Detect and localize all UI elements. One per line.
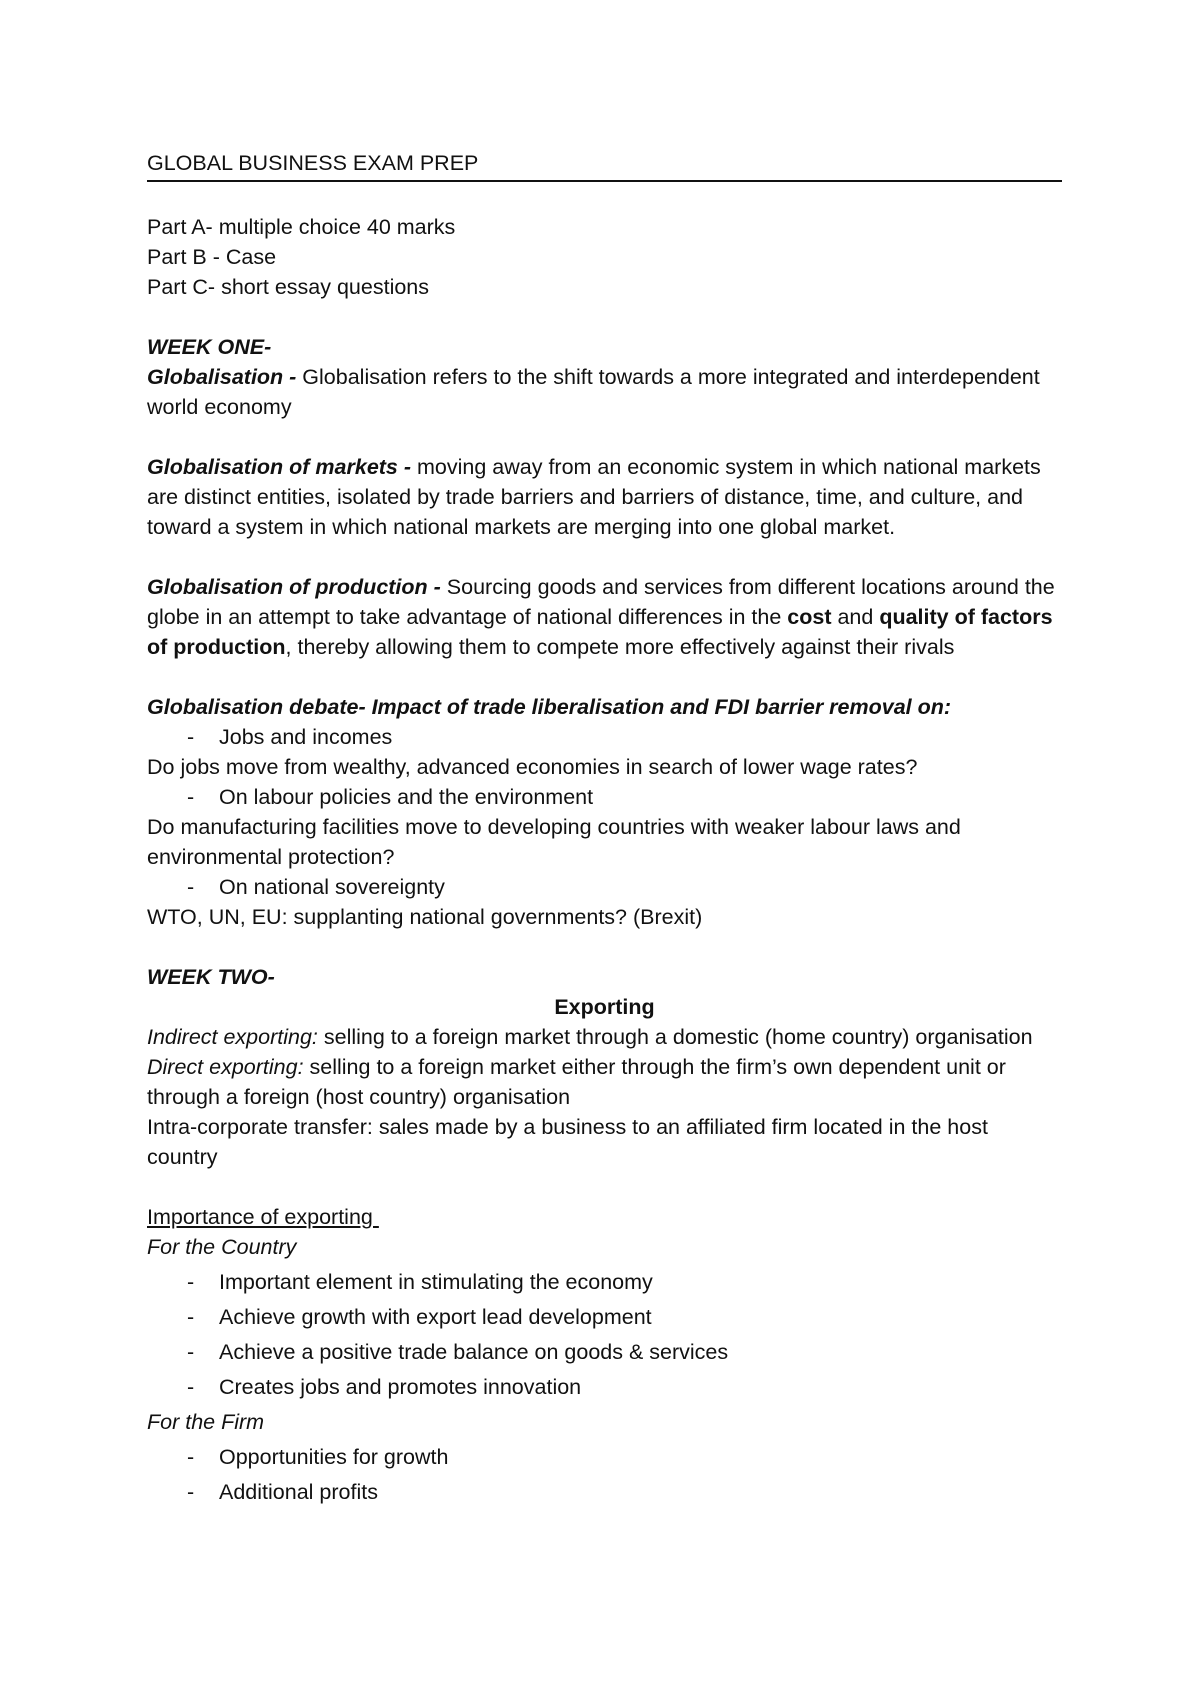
part-c: Part C- short essay questions [147, 275, 430, 299]
direct-term: Direct exporting: [147, 1055, 304, 1079]
list-item: - Creates jobs and promotes innovation [187, 1375, 582, 1399]
list-item: - Achieve growth with export lead development [187, 1305, 652, 1329]
for-country-label: For the Country [147, 1235, 297, 1259]
week-one-heading: WEEK ONE- [147, 335, 272, 359]
debate-heading: Globalisation debate- Impact of trade liberalisation and FDI barrier removal on: [147, 695, 952, 719]
markets-definition [147, 452, 1062, 542]
production-term: Globalisation of production - [147, 575, 441, 599]
country-list [147, 1267, 1062, 1402]
debate-text-sovereignty: WTO, UN, EU: supplanting national governments? (Brexit) [147, 905, 703, 929]
indirect-exporting-definition [147, 1022, 1062, 1052]
production-definition [147, 572, 1062, 662]
direct-exporting-definition [147, 1052, 1062, 1112]
list-item: - Opportunities for growth [187, 1445, 449, 1469]
debate-bullet-sovereignty: - On national sovereignty [187, 875, 445, 899]
globalisation-text: Globalisation refers to the shift towards a more integrated and interdependent world economy [147, 365, 1040, 419]
exporting-title: Exporting [554, 995, 655, 1019]
intra-corporate-definition: Intra-corporate transfer: sales made by a business to an affiliated firm located in the host country [147, 1115, 988, 1169]
week-two-heading: WEEK TWO- [147, 965, 275, 989]
production-text-2: and [831, 605, 880, 629]
importance-heading: Importance of exporting [147, 1205, 379, 1229]
production-text-3: , thereby allowing them to compete more effectively against their rivals [285, 635, 955, 659]
for-firm-label: For the Firm [147, 1410, 265, 1434]
production-bold-quality: quality of factors of production [147, 605, 1053, 659]
document-page [147, 148, 1062, 1512]
debate-text-labour: Do manufacturing facilities move to developing countries with weaker labour laws and environmental protection? [147, 815, 961, 869]
debate-bullet-jobs: - Jobs and incomes [187, 725, 393, 749]
production-text-1: Sourcing goods and services from different locations around the globe in an attempt to take advantage of national differences in the [147, 575, 1055, 629]
debate-list [147, 722, 1062, 932]
globalisation-definition [147, 362, 1062, 422]
indirect-text: selling to a foreign market through a domestic (home country) organisation [317, 1025, 1033, 1049]
firm-list [147, 1442, 1062, 1507]
markets-term: Globalisation of markets - [147, 455, 412, 479]
debate-bullet-labour: - On labour policies and the environment [187, 785, 594, 809]
document-title: GLOBAL BUSINESS EXAM PREP [147, 148, 1062, 182]
list-item: - Additional profits [187, 1480, 378, 1504]
part-b: Part B - Case [147, 245, 277, 269]
debate-text-jobs: Do jobs move from wealthy, advanced economies in search of lower wage rates? [147, 755, 918, 779]
markets-text: moving away from an economic system in which national markets are distinct entities, isolated by trade barriers and barriers of distance, time, and culture, and toward a system in which national markets are merging into one global market. [147, 455, 1041, 539]
indirect-term: Indirect exporting: [147, 1025, 318, 1049]
direct-text: selling to a foreign market either through the firm’s own dependent unit or through a foreign (host country) organisation [147, 1055, 1006, 1109]
list-item: - Achieve a positive trade balance on goods & services [187, 1340, 729, 1364]
list-item: - Important element in stimulating the economy [187, 1270, 653, 1294]
production-bold-cost: cost [787, 605, 832, 629]
globalisation-term: Globalisation - [147, 365, 297, 389]
part-a: Part A- multiple choice 40 marks [147, 215, 456, 239]
exam-parts [147, 212, 1062, 302]
